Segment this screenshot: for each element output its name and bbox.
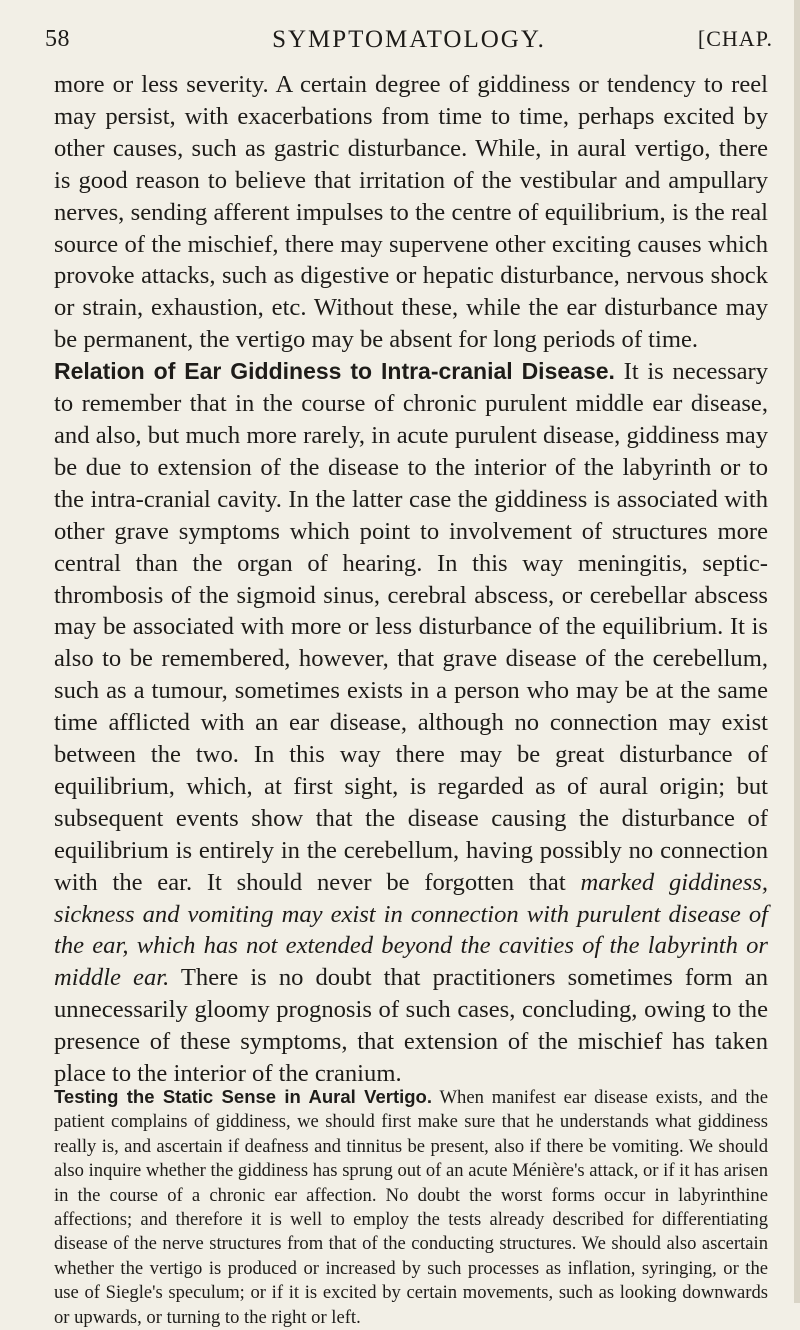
running-title: SYMPTOMATOLOGY.: [272, 26, 546, 53]
section-testing: [54, 1085, 768, 1330]
section-heading-relation: Relation of Ear Giddiness to Intra-cranial Disease.: [54, 358, 615, 385]
page-number: 58: [45, 26, 70, 52]
section-relation-text: It is necessary to remember that in the course of chronic purulent middle ear disease, and also, but much more rarely, in acute purulent disease, giddiness may be due to extension of the disease to the interior of the labyrinth or to the intra-cranial cavity. In the latter case the giddiness is associated with other grave symptoms which point to involvement of structures more central than the organ of hearing. In this way meningitis, septic-thrombosis of the sigmoid sinus, cerebral abscess, or cerebellar abscess may be associated with more or less disturbance of the equilibrium. It is also to be remembered, however, that grave disease of the cerebellum, such as a tumour, sometimes exists in a person who may be at the same time afflicted with an ear disease, although no connection may exist between the two. In this way there may be great disturbance of equilibrium, which, at first sight, is regarded as of aural origin; but subsequent events show that the disease causing the disturbance of equilibrium is entirely in the cerebellum, having possibly no connection with the ear. It should never be forgotten that: [54, 358, 768, 896]
page-edge: [794, 0, 800, 1303]
page-header: [45, 26, 773, 56]
paragraph-continuation: more or less severity. A certain degree of giddiness or tendency to reel may persist, with exacerbations from time to time, perhaps excited by other causes, such as gastric disturbance. While, in aural vertigo, there is good reason to believe that irritation of the vestibular and ampullary nerves, sending afferent impulses to the centre of equilibrium, is the real source of the mischief, there may supervene other exciting causes which provoke attacks, such as digestive or hepatic disturbance, nervous shock or strain, exhaustion, etc. Without these, while the ear disturbance may be permanent, the vertigo may be absent for long periods of time.: [54, 71, 768, 354]
section-relation: [54, 356, 768, 1090]
section-relation-text-end: There is no doubt that practitioners sometimes form an unnecessarily gloomy prognosis of such cases, concluding, owing to the presence of these symptoms, that extension of the mischief has taken place to the interior of the cranium.: [54, 964, 768, 1088]
chapter-marker: [CHAP.: [697, 26, 773, 51]
main-text: [54, 69, 768, 1090]
section-testing-text: When manifest ear disease exists, and the patient complains of giddiness, we should first make sure that he understands what giddiness really is, and ascertain if deafness and tinnitus be present, also if there be vomiting. We should also inquire whether the giddiness has sprung out of an acute Ménière's attack, or if it has arisen in the course of a chronic ear affection. No doubt the worst forms occur in labyrinthine affections; and therefore it is well to employ the tests already described for differentiating disease of the nerve structures from that of the conducting structures. We should also ascertain whether the vertigo is produced or increased by such processes as inflation, syringing, or the use of Siegle's speculum; or if it is excited by certain movements, such as looking downwards or upwards, or turning to the right or left.: [54, 1087, 768, 1328]
small-print-section: [54, 1085, 768, 1330]
section-relation-italic: marked giddiness, sickness and vomiting may exist in connection with purulent disease of the ear, which has not extended beyond the cavities of the labyrinth or middle ear.: [54, 868, 769, 992]
section-heading-testing: Testing the Static Sense in Aural Vertigo.: [54, 1086, 432, 1107]
